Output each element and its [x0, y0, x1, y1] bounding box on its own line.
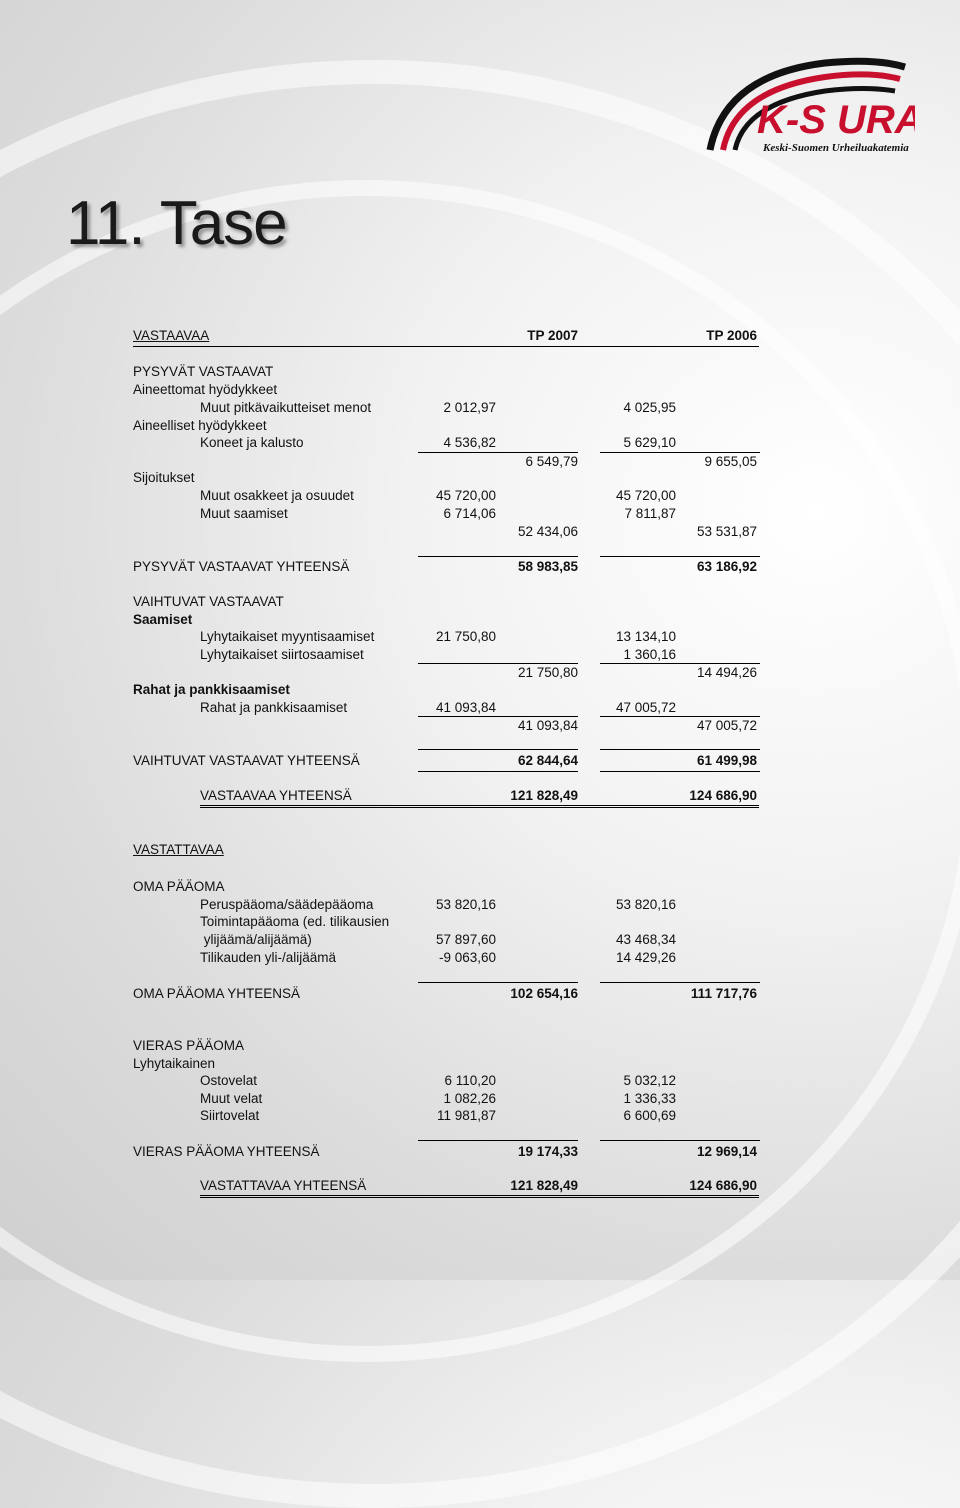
grand-total-row: VASTAAVAA YHTEENSÄ 121 828,49 124 686,90: [200, 788, 757, 803]
total-row: VIERAS PÄÄOMA YHTEENSÄ 19 174,33 12 969,14: [133, 1144, 757, 1159]
table-row: Muut pitkävaikutteiset menot 2 012,97 4 025,95: [200, 400, 676, 415]
total-rule: [600, 771, 760, 772]
grand-total-double-rule: [200, 805, 759, 808]
table-row: Tilikauden yli-/alijäämä -9 063,60 14 429,26: [200, 950, 676, 965]
table-row: Lyhytaikaiset myyntisaamiset 21 750,80 13 134,10: [200, 629, 676, 644]
total-rule: [418, 749, 578, 750]
subtotal-row: 6 549,79 9 655,05: [525, 454, 757, 469]
subgroup-heading: Aineettomat hyödykkeet: [133, 382, 278, 397]
total-rule: [600, 1140, 760, 1141]
page-title: 11. Tase: [66, 189, 287, 258]
grand-total-double-rule: [200, 1195, 759, 1198]
subgroup-heading: Aineelliset hyödykkeet: [133, 418, 267, 433]
header-rule: [133, 346, 759, 347]
total-row: OMA PÄÄOMA YHTEENSÄ 102 654,16 111 717,76: [133, 986, 757, 1001]
total-rule: [600, 749, 760, 750]
total-rule: [418, 556, 578, 557]
group-heading: OMA PÄÄOMA: [133, 879, 225, 894]
subtotal-row: 21 750,80 14 494,26: [517, 665, 757, 680]
subtotal-rule: [600, 716, 760, 717]
table-row: Muut velat 1 082,26 1 336,33: [200, 1091, 676, 1106]
table-row: Koneet ja kalusto 4 536,82 5 629,10: [200, 435, 676, 450]
subgroup-heading: Rahat ja pankkisaamiset: [133, 682, 290, 697]
subtotal-rule: [418, 452, 578, 453]
subtotal-rule: [418, 716, 578, 717]
subtotal-rule: [600, 452, 760, 453]
subtotal-rule: [600, 663, 760, 664]
table-row: Muut saamiset 6 714,06 7 811,87: [200, 506, 676, 521]
subgroup-heading: Lyhytaikainen: [133, 1056, 216, 1071]
table-row: ylijäämä/alijäämä) 57 897,60 43 468,34: [200, 932, 676, 947]
subgroup-heading: Sijoitukset: [133, 470, 195, 485]
section-heading-liabilities: VASTATTAVAA: [133, 842, 224, 857]
subtotal-row: 52 434,06 53 531,87: [517, 524, 757, 539]
total-rule: [418, 1140, 578, 1141]
svg-text:K-S URA: K-S URA: [757, 98, 915, 142]
subtotal-row: 41 093,84 47 005,72: [517, 718, 757, 733]
total-row: PYSYVÄT VASTAAVAT YHTEENSÄ 58 983,85 63 186,92: [133, 559, 757, 574]
section-heading-assets: VASTAAVAA: [133, 328, 210, 343]
table-row: Peruspääoma/säädepääoma 53 820,16 53 820,16: [200, 897, 676, 912]
svg-text:Keski-Suomen Urheiluakatemia: Keski-Suomen Urheiluakatemia: [763, 142, 909, 154]
group-heading: VAIHTUVAT VASTAAVAT: [133, 594, 284, 609]
total-rule: [418, 771, 578, 772]
table-row: Ostovelat 6 110,20 5 032,12: [200, 1073, 676, 1088]
group-heading: VIERAS PÄÄOMA: [133, 1038, 245, 1053]
table-row: Siirtovelat 11 981,87 6 600,69: [200, 1108, 676, 1123]
table-header: [0, 328, 960, 345]
table-row: Muut osakkeet ja osuudet 45 720,00 45 720,00: [200, 488, 676, 503]
total-rule: [418, 982, 578, 983]
subgroup-heading: Saamiset: [133, 612, 193, 627]
column-header-2007: TP 2007: [527, 328, 578, 343]
table-row-label-line1: Toimintapääoma (ed. tilikausien: [200, 914, 390, 929]
total-row: VAIHTUVAT VASTAAVAT YHTEENSÄ 62 844,64 61 499,98: [133, 753, 757, 768]
table-row: Lyhytaikaiset siirtosaamiset 1 360,16: [200, 647, 676, 662]
total-rule: [600, 556, 760, 557]
grand-total-row: VASTATTAVAA YHTEENSÄ 121 828,49 124 686,90: [200, 1178, 757, 1193]
table-row: Rahat ja pankkisaamiset 41 093,84 47 005,72: [200, 700, 676, 715]
group-heading: PYSYVÄT VASTAAVAT: [133, 364, 274, 379]
total-rule: [600, 982, 760, 983]
column-header-2006: TP 2006: [706, 328, 757, 343]
subtotal-rule: [418, 663, 578, 664]
